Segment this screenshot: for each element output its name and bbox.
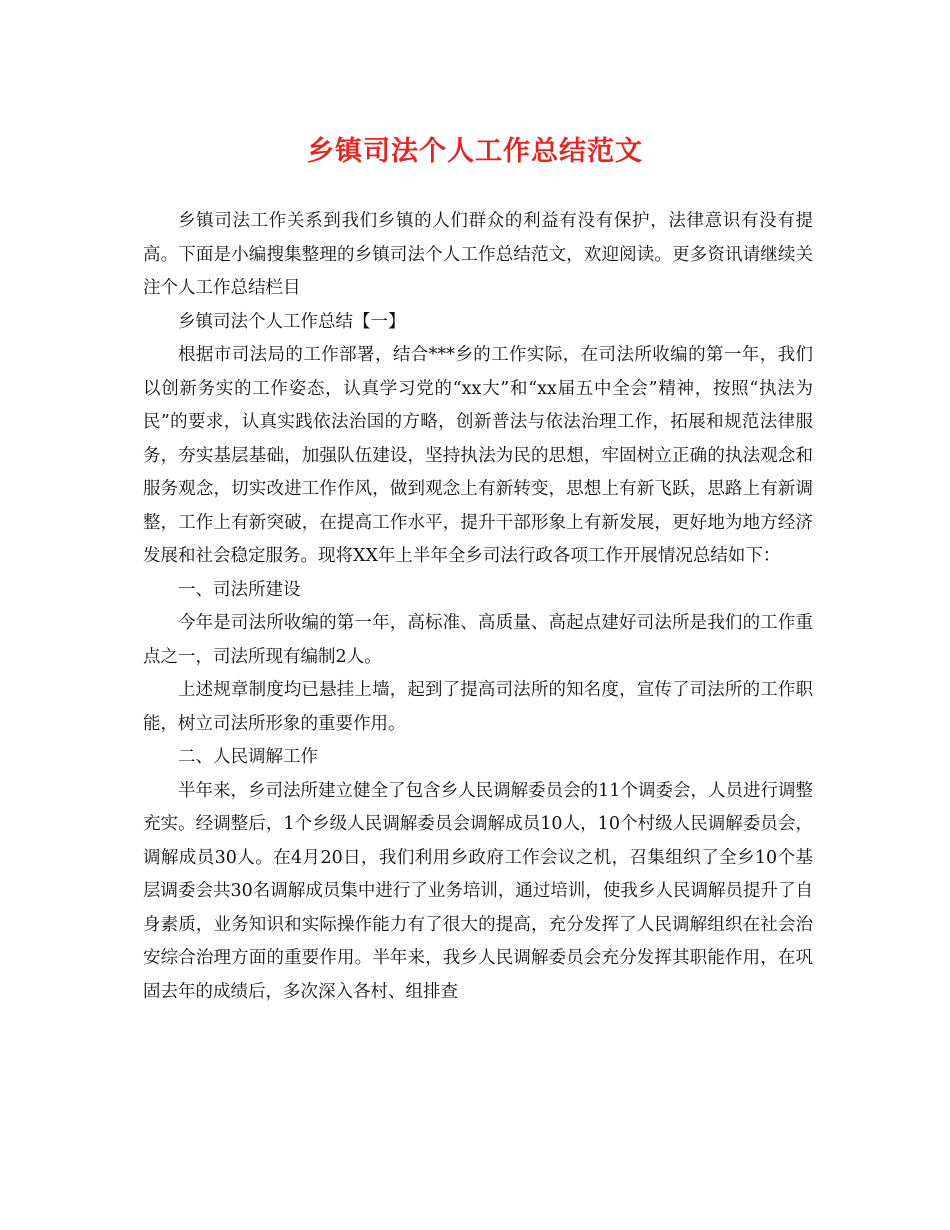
body-paragraph: 半年来，乡司法所建立健全了包含乡人民调解委员会的11个调委会，人员进行调整充实。经调整后，1个乡级人民调解委员会调解成员10人，10个村级人民调解委员会，调解成员30人。在4月20日，我们利用乡政府工作会议之机，召集组织了全乡10个基层调委会共30名调解成员集中进行了业务培训，通过培训，使我乡人民调解员提升了自身素质，业务知识和实际操作能力有了很大的提高，充分发挥了人民调解组织在社会治安综合治理方面的重要作用。半年来，我乡人民调解委员会充分发挥其职能作用，在巩固去年的成绩后，多次深入各村、组排查 <box>143 780 813 1002</box>
section-heading-office-construction: 一、司法所建设 <box>178 579 301 600</box>
body-paragraph: 根据市司法局的工作部署，结合***乡的工作实际，在司法所收编的第一年，我们以创新务实的工作姿态，认真学习党的“xx大”和“xx届五中全会”精神，按照“执法为民”的要求，认真实践依法治国的方略，创新普法与依法治理工作，拓展和规范法律服务，夯实基层基础，加强队伍建设，坚持执法为民的思想，牢固树立正确的执法观念和服务观念，切实改进工作作风，做到观念上有新转变，思想上有新飞跃，思路上有新调整，工作上有新突破，在提高工作水平，提升干部形象上有新发展，更好地为地方经济发展和社会稳定服务。现将XX年上半年全乡司法行政各项工作开展情况总结如下： <box>143 345 813 566</box>
intro-paragraph: 乡镇司法工作关系到我们乡镇的人们群众的利益有没有保护，法律意识有没有提高。下面是小编搜集整理的乡镇司法个人工作总结范文，欢迎阅读。更多资讯请继续关注个人工作总结栏目 <box>143 211 813 298</box>
document-body <box>143 205 813 1009</box>
section-heading-summary-one: 乡镇司法个人工作总结【一】 <box>178 311 406 332</box>
body-paragraph: 上述规章制度均已悬挂上墙，起到了提高司法所的知名度，宣传了司法所的工作职能，树立司法所形象的重要作用。 <box>143 680 813 734</box>
section-heading-mediation: 二、人民调解工作 <box>178 747 318 767</box>
document-title: 乡镇司法个人工作总结范文 <box>307 136 643 167</box>
body-paragraph: 今年是司法所收编的第一年，高标准、高质量、高起点建好司法所是我们的工作重点之一，司法所现有编制2人。 <box>143 613 813 667</box>
